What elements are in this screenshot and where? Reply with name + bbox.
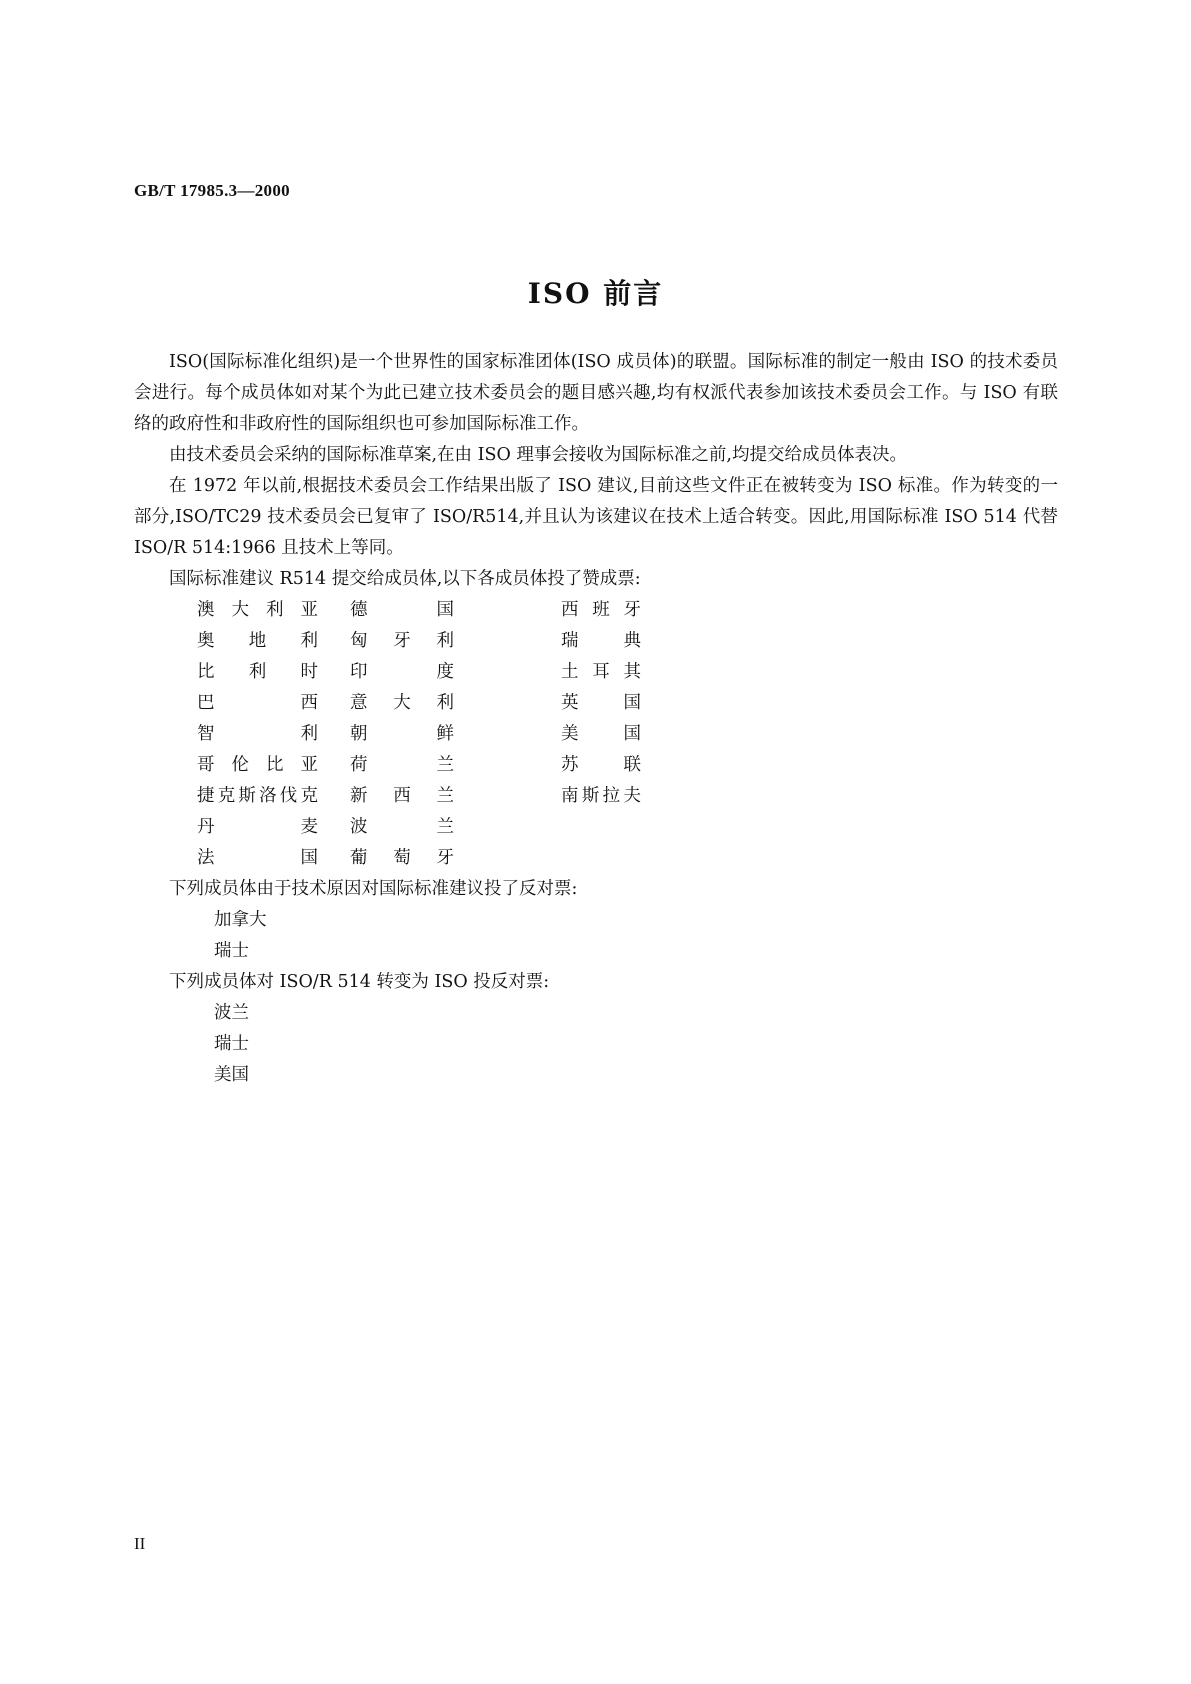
list-item: 南斯拉夫 bbox=[561, 786, 641, 806]
list-item: 土耳其 bbox=[561, 662, 641, 682]
list-item: 法国 bbox=[197, 848, 318, 868]
list-item: 捷克斯洛伐克 bbox=[197, 786, 318, 806]
list-item: 德国 bbox=[350, 600, 454, 620]
paragraph-draft-voting: 由技术委员会采纳的国际标准草案,在由 ISO 理事会接收为国际标准之前,均提交给成员体表决。 bbox=[169, 445, 907, 465]
list-item: 瑞士 bbox=[214, 941, 249, 961]
paragraph-approval-intro: 国际标准建议 R514 提交给成员体,以下各成员体投了赞成票: bbox=[169, 569, 641, 589]
list-item: 哥伦比亚 bbox=[197, 755, 318, 775]
list-item: 印度 bbox=[350, 662, 454, 682]
list-item: 意大利 bbox=[350, 693, 454, 713]
technical-disapproval-list bbox=[214, 905, 1058, 967]
list-item: 加拿大 bbox=[214, 910, 267, 930]
conversion-disapproval-list bbox=[214, 998, 1058, 1091]
paragraph-iso-intro: ISO(国际标准化组织)是一个世界性的国家标准团体(ISO 成员体)的联盟。国际标准的制定一般由 ISO 的技术委员会进行。每个成员体如对某个为此已建立技术委员会的题目感兴趣,均有权派代表参加该技术委员会工作。与 ISO 有联络的政府性和非政府性的国际组织也可参加国际标准工作。 bbox=[134, 352, 1058, 434]
list-item: 澳大利亚 bbox=[197, 600, 318, 620]
list-item: 朝鲜 bbox=[350, 724, 454, 744]
conversion-disapproval-intro: 下列成员体对 ISO/R 514 转变为 ISO 投反对票: bbox=[169, 972, 550, 992]
list-item: 荷兰 bbox=[350, 755, 454, 775]
list-item: 巴西 bbox=[197, 693, 318, 713]
list-item: 奥地利 bbox=[197, 631, 318, 651]
standard-code: GB/T 17985.3—2000 bbox=[134, 181, 290, 200]
list-item: 葡萄牙 bbox=[350, 848, 454, 868]
list-item: 美国 bbox=[214, 1065, 249, 1085]
approving-members-column-2 bbox=[350, 595, 454, 874]
list-item: 瑞士 bbox=[214, 1034, 249, 1054]
list-item: 丹麦 bbox=[197, 817, 318, 837]
approving-members-column-1 bbox=[197, 595, 318, 874]
list-item: 西班牙 bbox=[561, 600, 641, 620]
document-body bbox=[134, 347, 1058, 1091]
page-title: ISO 前言 bbox=[527, 277, 664, 310]
list-item: 英国 bbox=[561, 693, 641, 713]
list-item: 瑞典 bbox=[561, 631, 641, 651]
list-item: 波兰 bbox=[350, 817, 454, 837]
list-item: 比利时 bbox=[197, 662, 318, 682]
paragraph-history: 在 1972 年以前,根据技术委员会工作结果出版了 ISO 建议,目前这些文件正在被转变为 ISO 标准。作为转变的一部分,ISO/TC29 技术委员会已复审了 ISO/R514,并且认为该建议在技术上适合转变。因此,用国际标准 ISO 514 代替 ISO/R 514:1966 且技术上等同。 bbox=[134, 476, 1058, 558]
technical-disapproval-intro: 下列成员体由于技术原因对国际标准建议投了反对票: bbox=[169, 879, 578, 899]
list-item: 波兰 bbox=[214, 1003, 249, 1023]
approving-members-list bbox=[197, 595, 697, 874]
page-number: II bbox=[134, 1534, 146, 1553]
list-item: 新西兰 bbox=[350, 786, 454, 806]
list-item: 匈牙利 bbox=[350, 631, 454, 651]
list-item: 美国 bbox=[561, 724, 641, 744]
list-item: 苏联 bbox=[561, 755, 641, 775]
list-item: 智利 bbox=[197, 724, 318, 744]
